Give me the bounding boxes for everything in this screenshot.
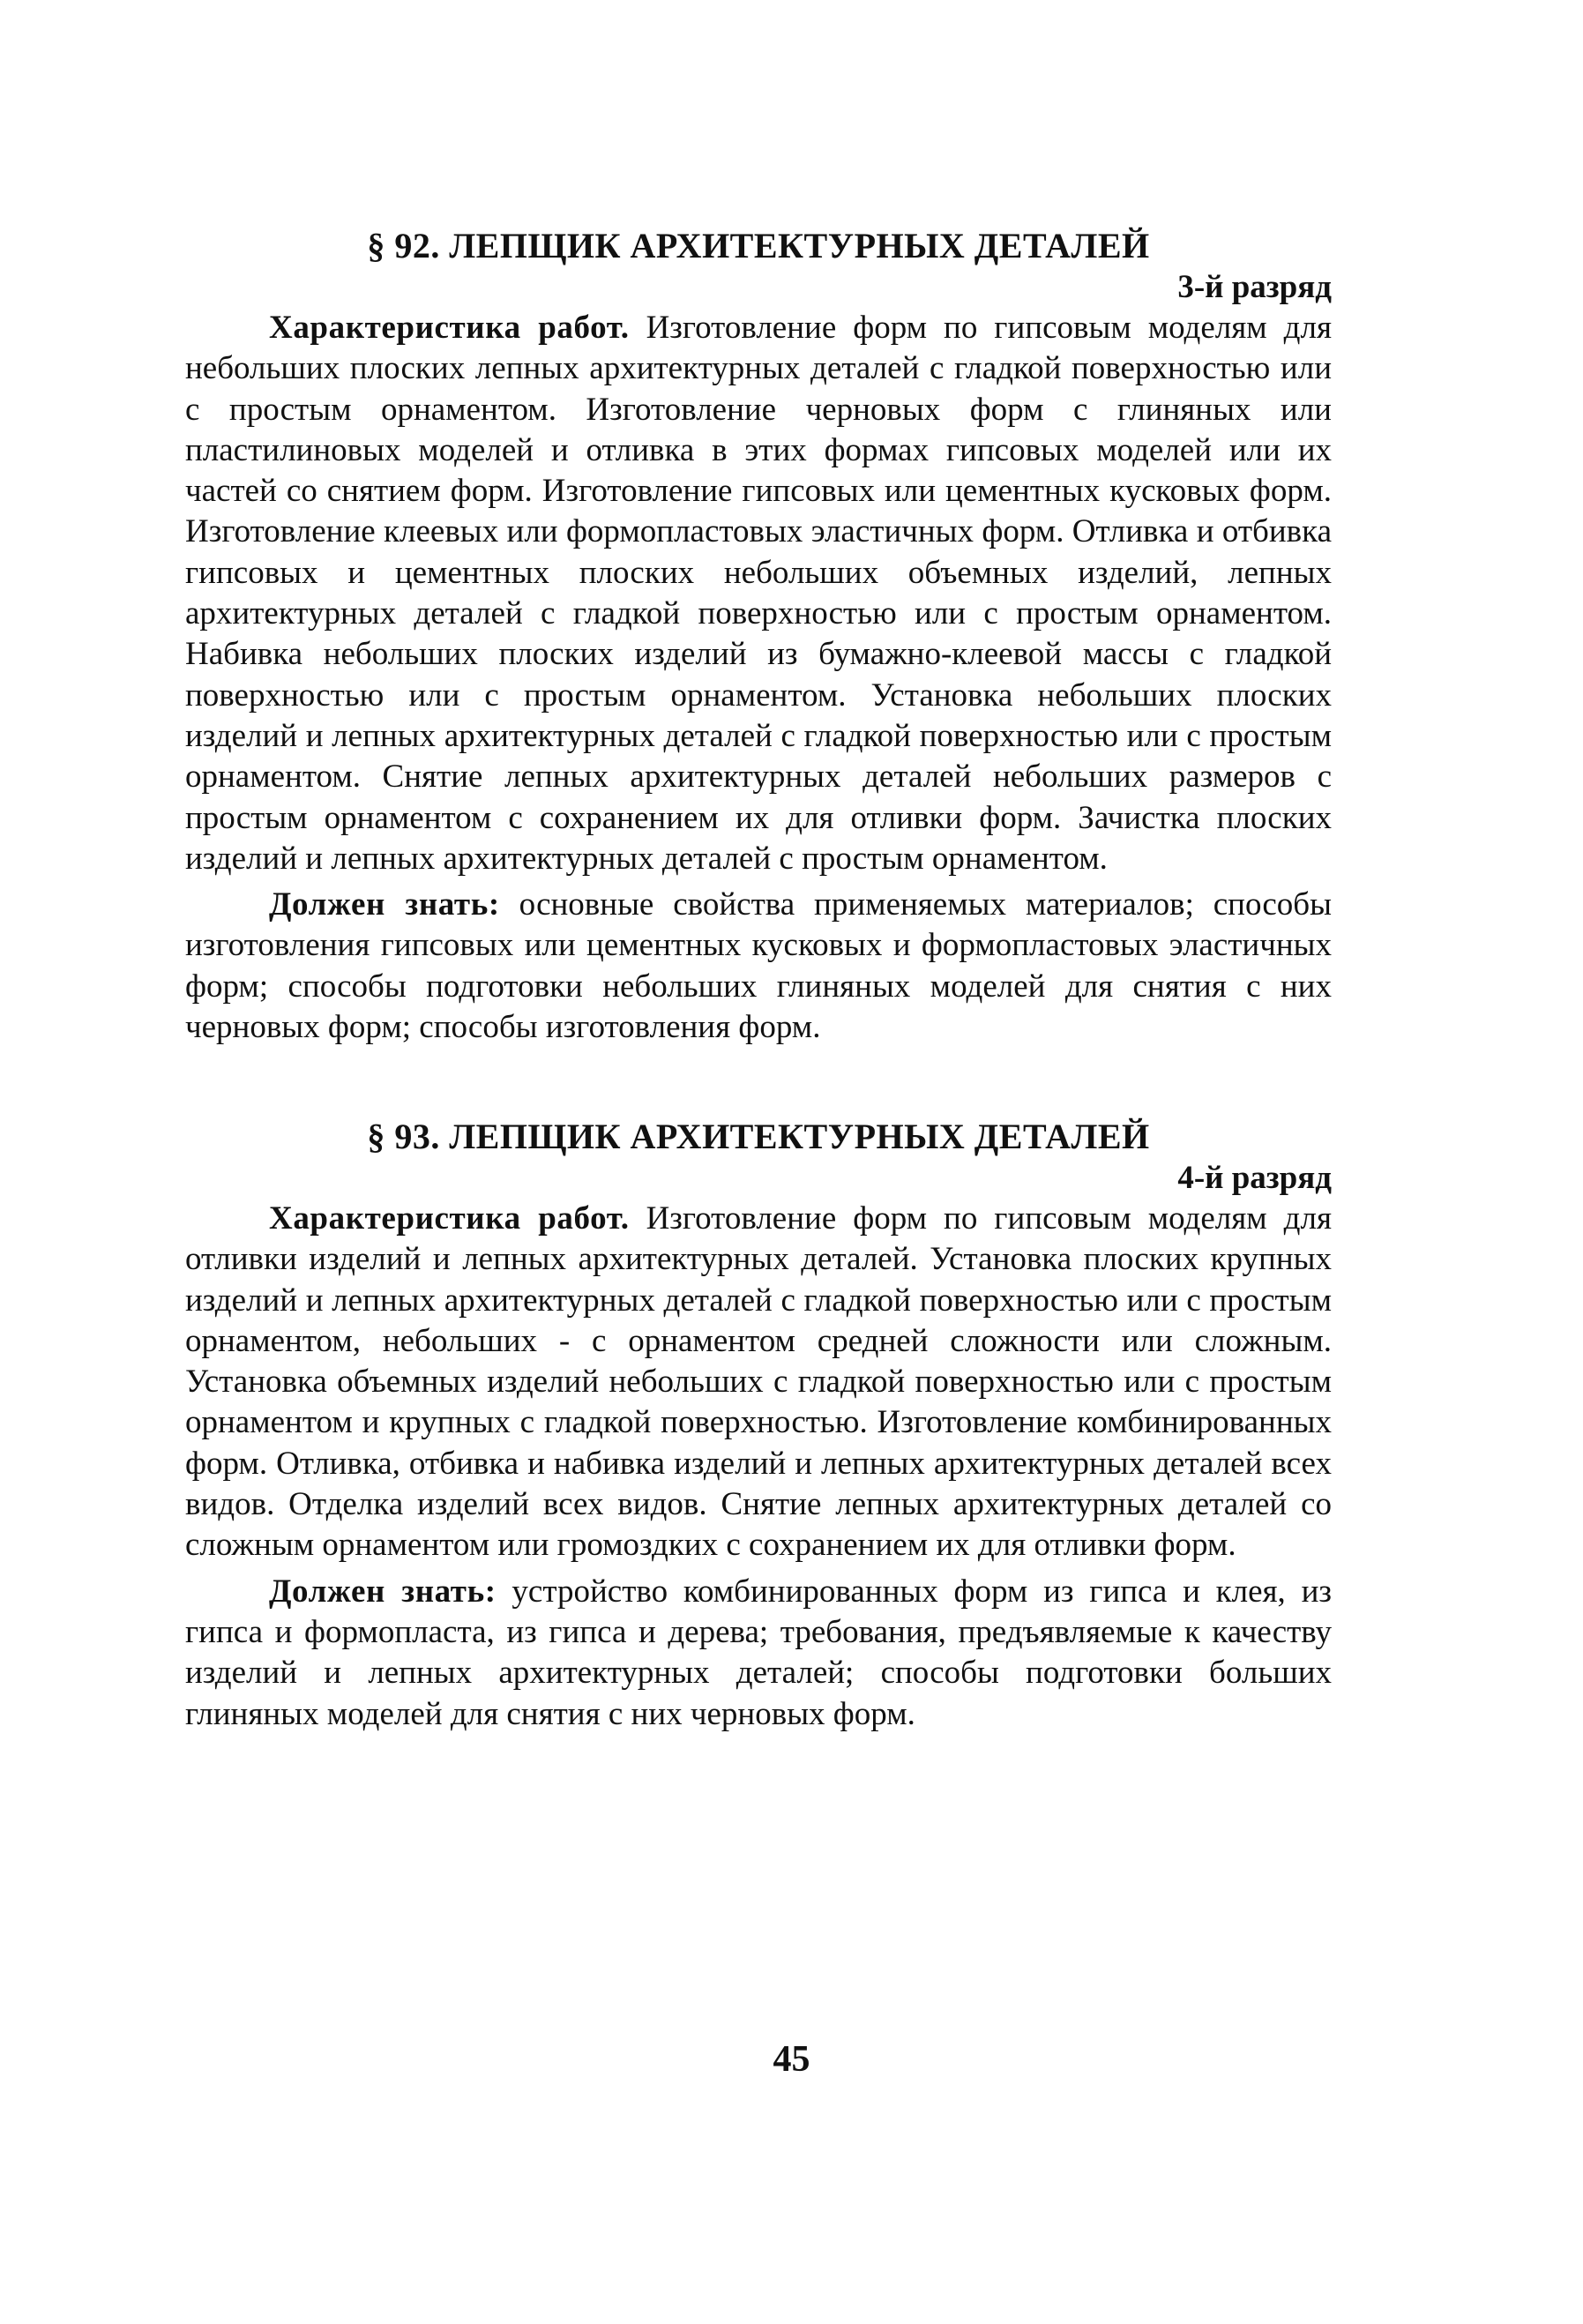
characteristics-text: Изготовление форм по гипсовым моделям для небольших плоских лепных архитектурных деталей с гладкой поверхностью или с простым орнаментом. Изготовление черновых форм с глиняных или пластилиновых моделей и отливка в этих формах гипсовых моделей или их частей со снятием форм. Изготовление гипсовых или цементных кусковых форм. Изготовление клеевых или формопластовых эластичных форм. Отливка и отбивка гипсовых и цементных плоских небольших объемных изделий, лепных архитектурных деталей с гладкой поверхностью или с простым орнаментом. Набивка небольших плоских изделий из бумажно-клеевой массы с гладкой поверхностью или с простым орнаментом. Установка небольших плоских изделий и лепных архитектурных деталей с гладкой поверхностью или с простым орнаментом. Снятие лепных архитектурных деталей небольших размеров с простым орнаментом с сохранением их для отливки форм. Зачистка плоских изделий и лепных архитектурных деталей с простым орнаментом. — [185, 310, 1332, 877]
characteristics-label: Характеристика работ. — [269, 1200, 630, 1237]
section-title: § 93. ЛЕПЩИК АРХИТЕКТУРНЫХ ДЕТАЛЕЙ — [367, 1117, 1150, 1156]
work-characteristics — [185, 1199, 1332, 1566]
required-knowledge — [185, 1572, 1332, 1735]
knowledge-text: основные свойства применяемых материалов; способы изготовления гипсовых или цементных кусковых и формопластовых эластичных форм; способы подготовки небольших глиняных моделей для снятия с них черновых форм; способы изготовления форм. — [185, 886, 1332, 1046]
work-characteristics — [185, 308, 1332, 879]
knowledge-text: устройство комбинированных форм из гипса и клея, из гипса и формопласта, из гипса и дерева; требования, предъявляемые к качеству изделий и лепных архитектурных деталей; способы подготовки больших глиняных моделей для снятия с них черновых форм. — [185, 1573, 1332, 1732]
knowledge-label: Должен знать: — [269, 886, 500, 923]
characteristics-label: Характеристика работ. — [269, 310, 630, 346]
knowledge-label: Должен знать: — [269, 1573, 497, 1610]
required-knowledge — [185, 885, 1332, 1048]
grade-label: 4-й разряд — [1177, 1160, 1332, 1196]
page-number: 45 — [773, 2039, 810, 2080]
grade-label: 3-й разряд — [1177, 269, 1332, 305]
characteristics-text: Изготовление форм по гипсовым моделям для отливки изделий и лепных архитектурных деталей. Установка плоских крупных изделий и лепных архитектурных деталей с гладкой поверхностью или с простым орнаментом, небольших - с орнаментом средней сложности или сложным. Установка объемных изделий небольших с гладкой поверхностью или с простым орнаментом и крупных с гладкой поверхностью. Изготовление комбинированных форм. Отливка, отбивка и набивка изделий и лепных архитектурных деталей всех видов. Отделка изделий всех видов. Снятие лепных архитектурных деталей со сложным орнаментом или громоздких с сохранением их для отливки форм. — [185, 1200, 1332, 1564]
section-title: § 92. ЛЕПЩИК АРХИТЕКТУРНЫХ ДЕТАЛЕЙ — [367, 226, 1150, 265]
section-92 — [185, 225, 1332, 1048]
section-93 — [185, 1116, 1332, 1735]
